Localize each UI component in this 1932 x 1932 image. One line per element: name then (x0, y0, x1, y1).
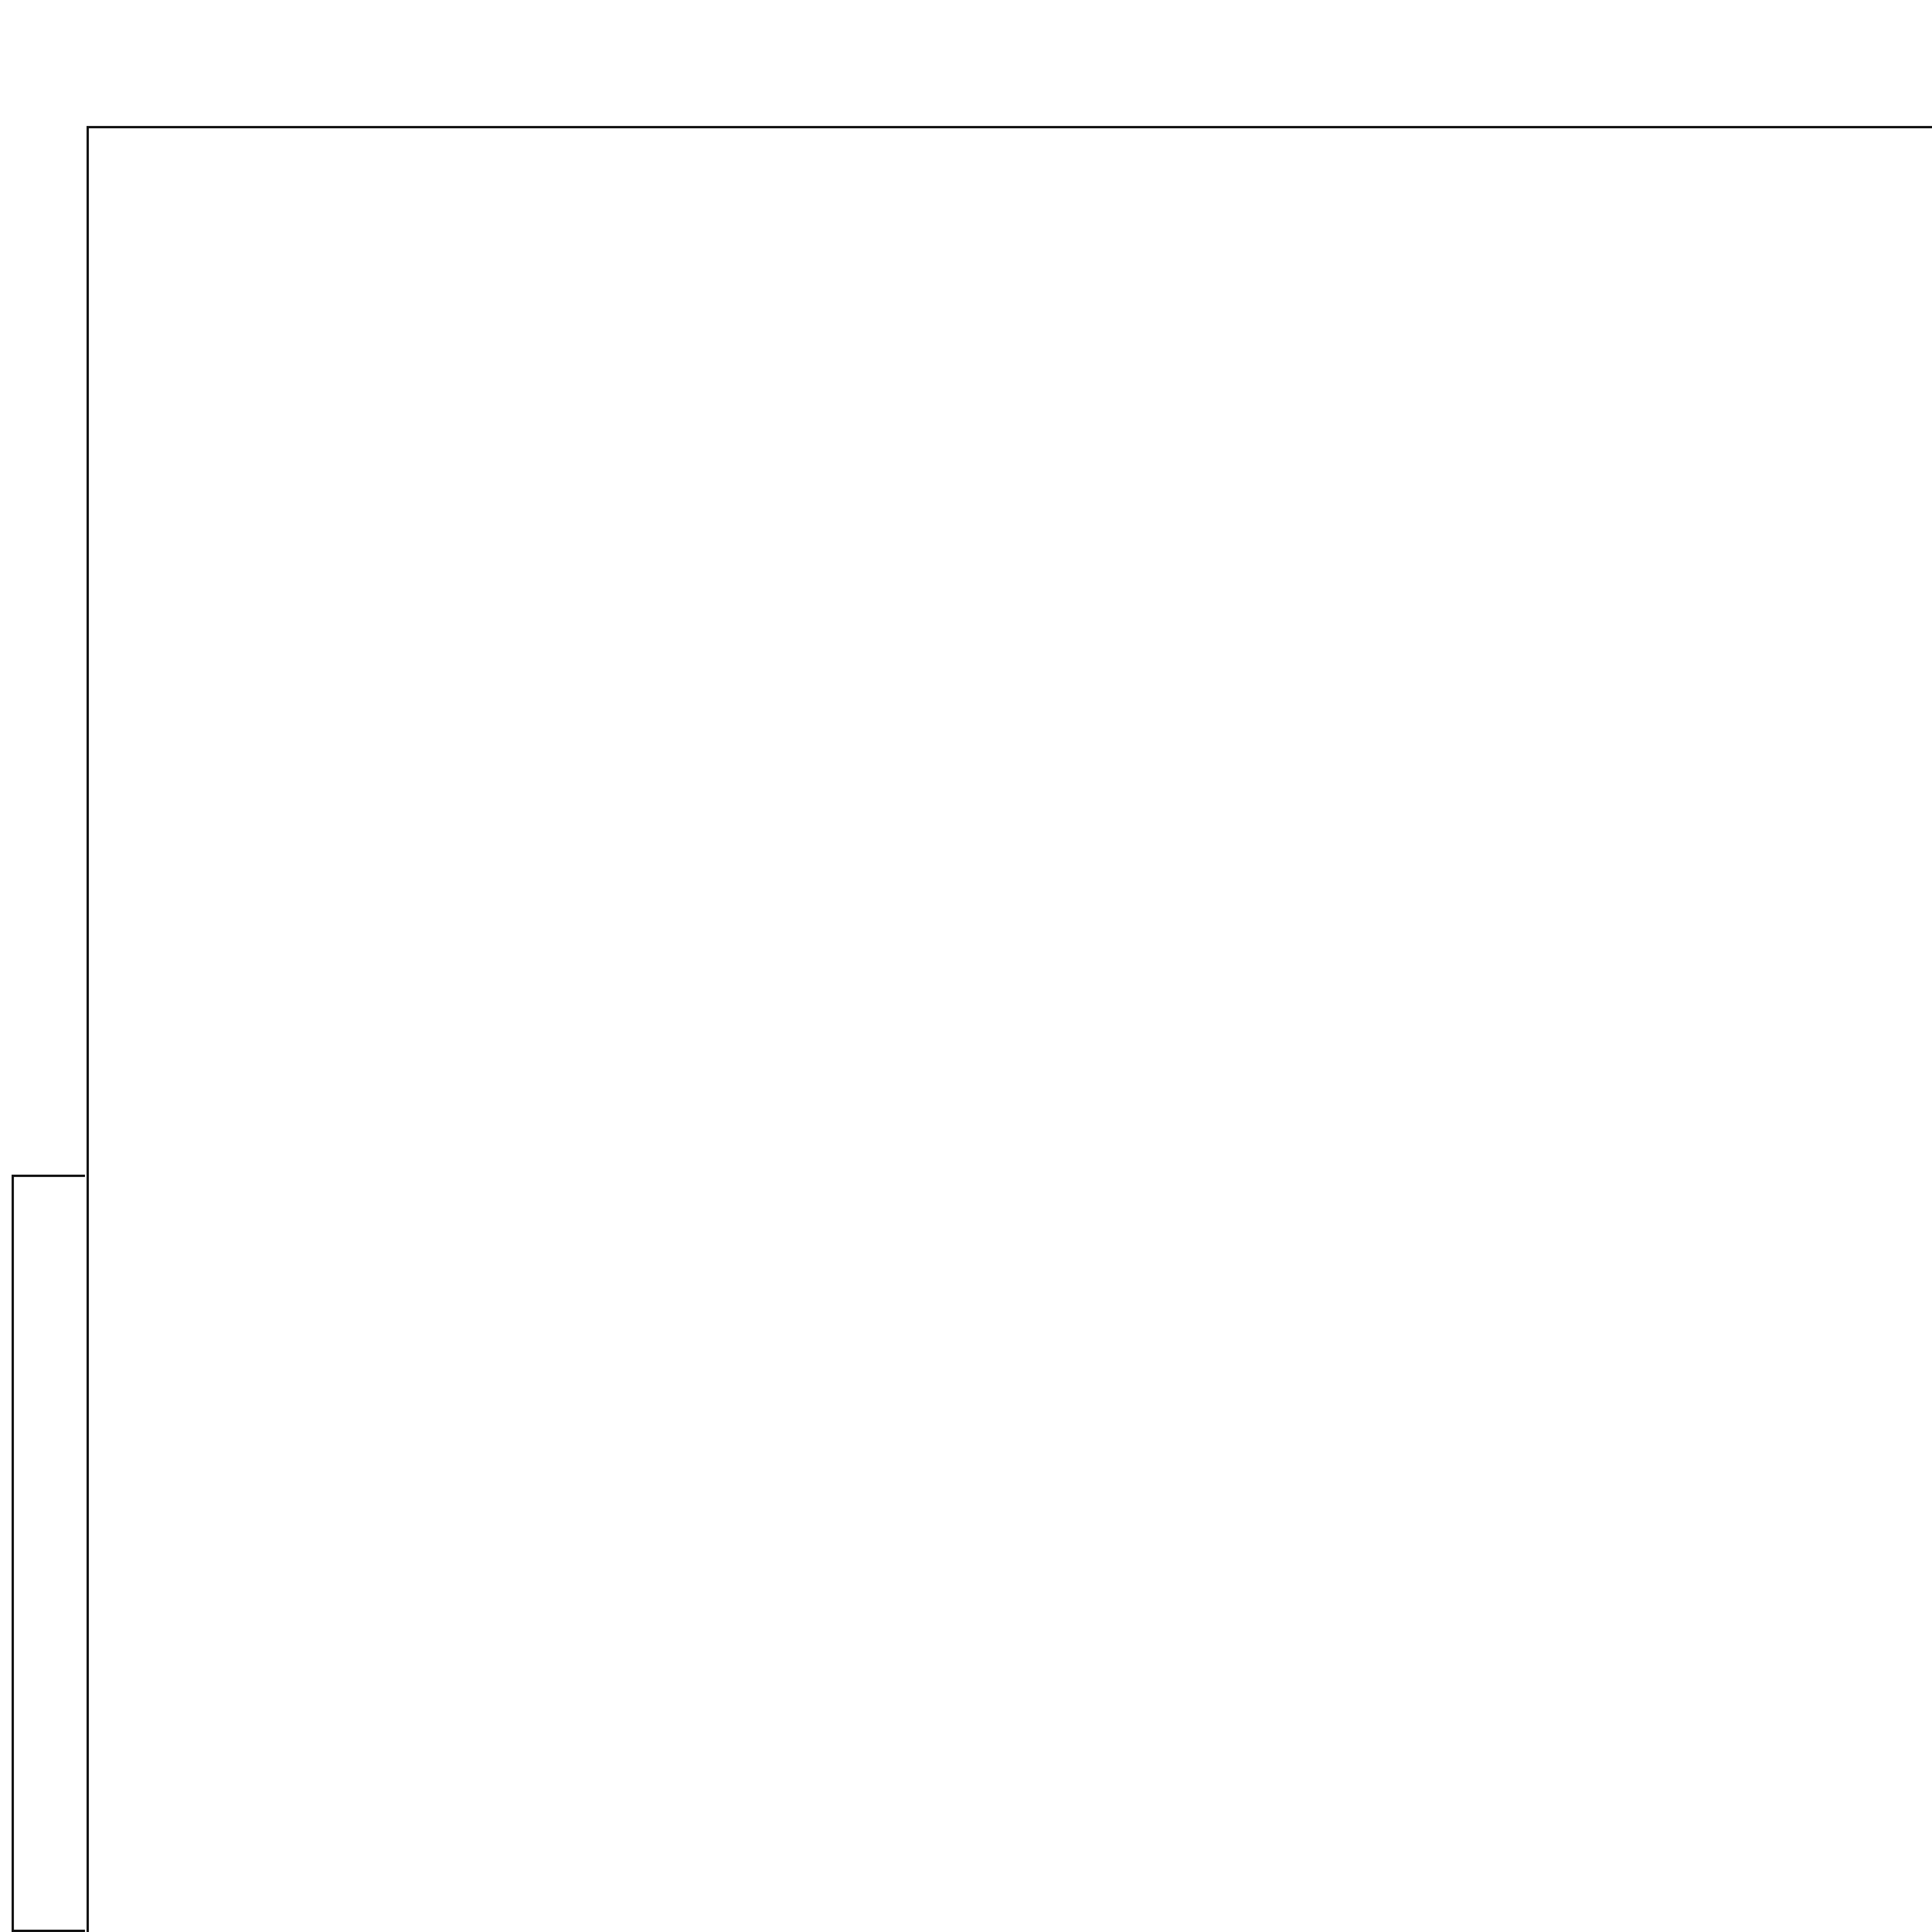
left-approval-strip (12, 1175, 85, 1932)
